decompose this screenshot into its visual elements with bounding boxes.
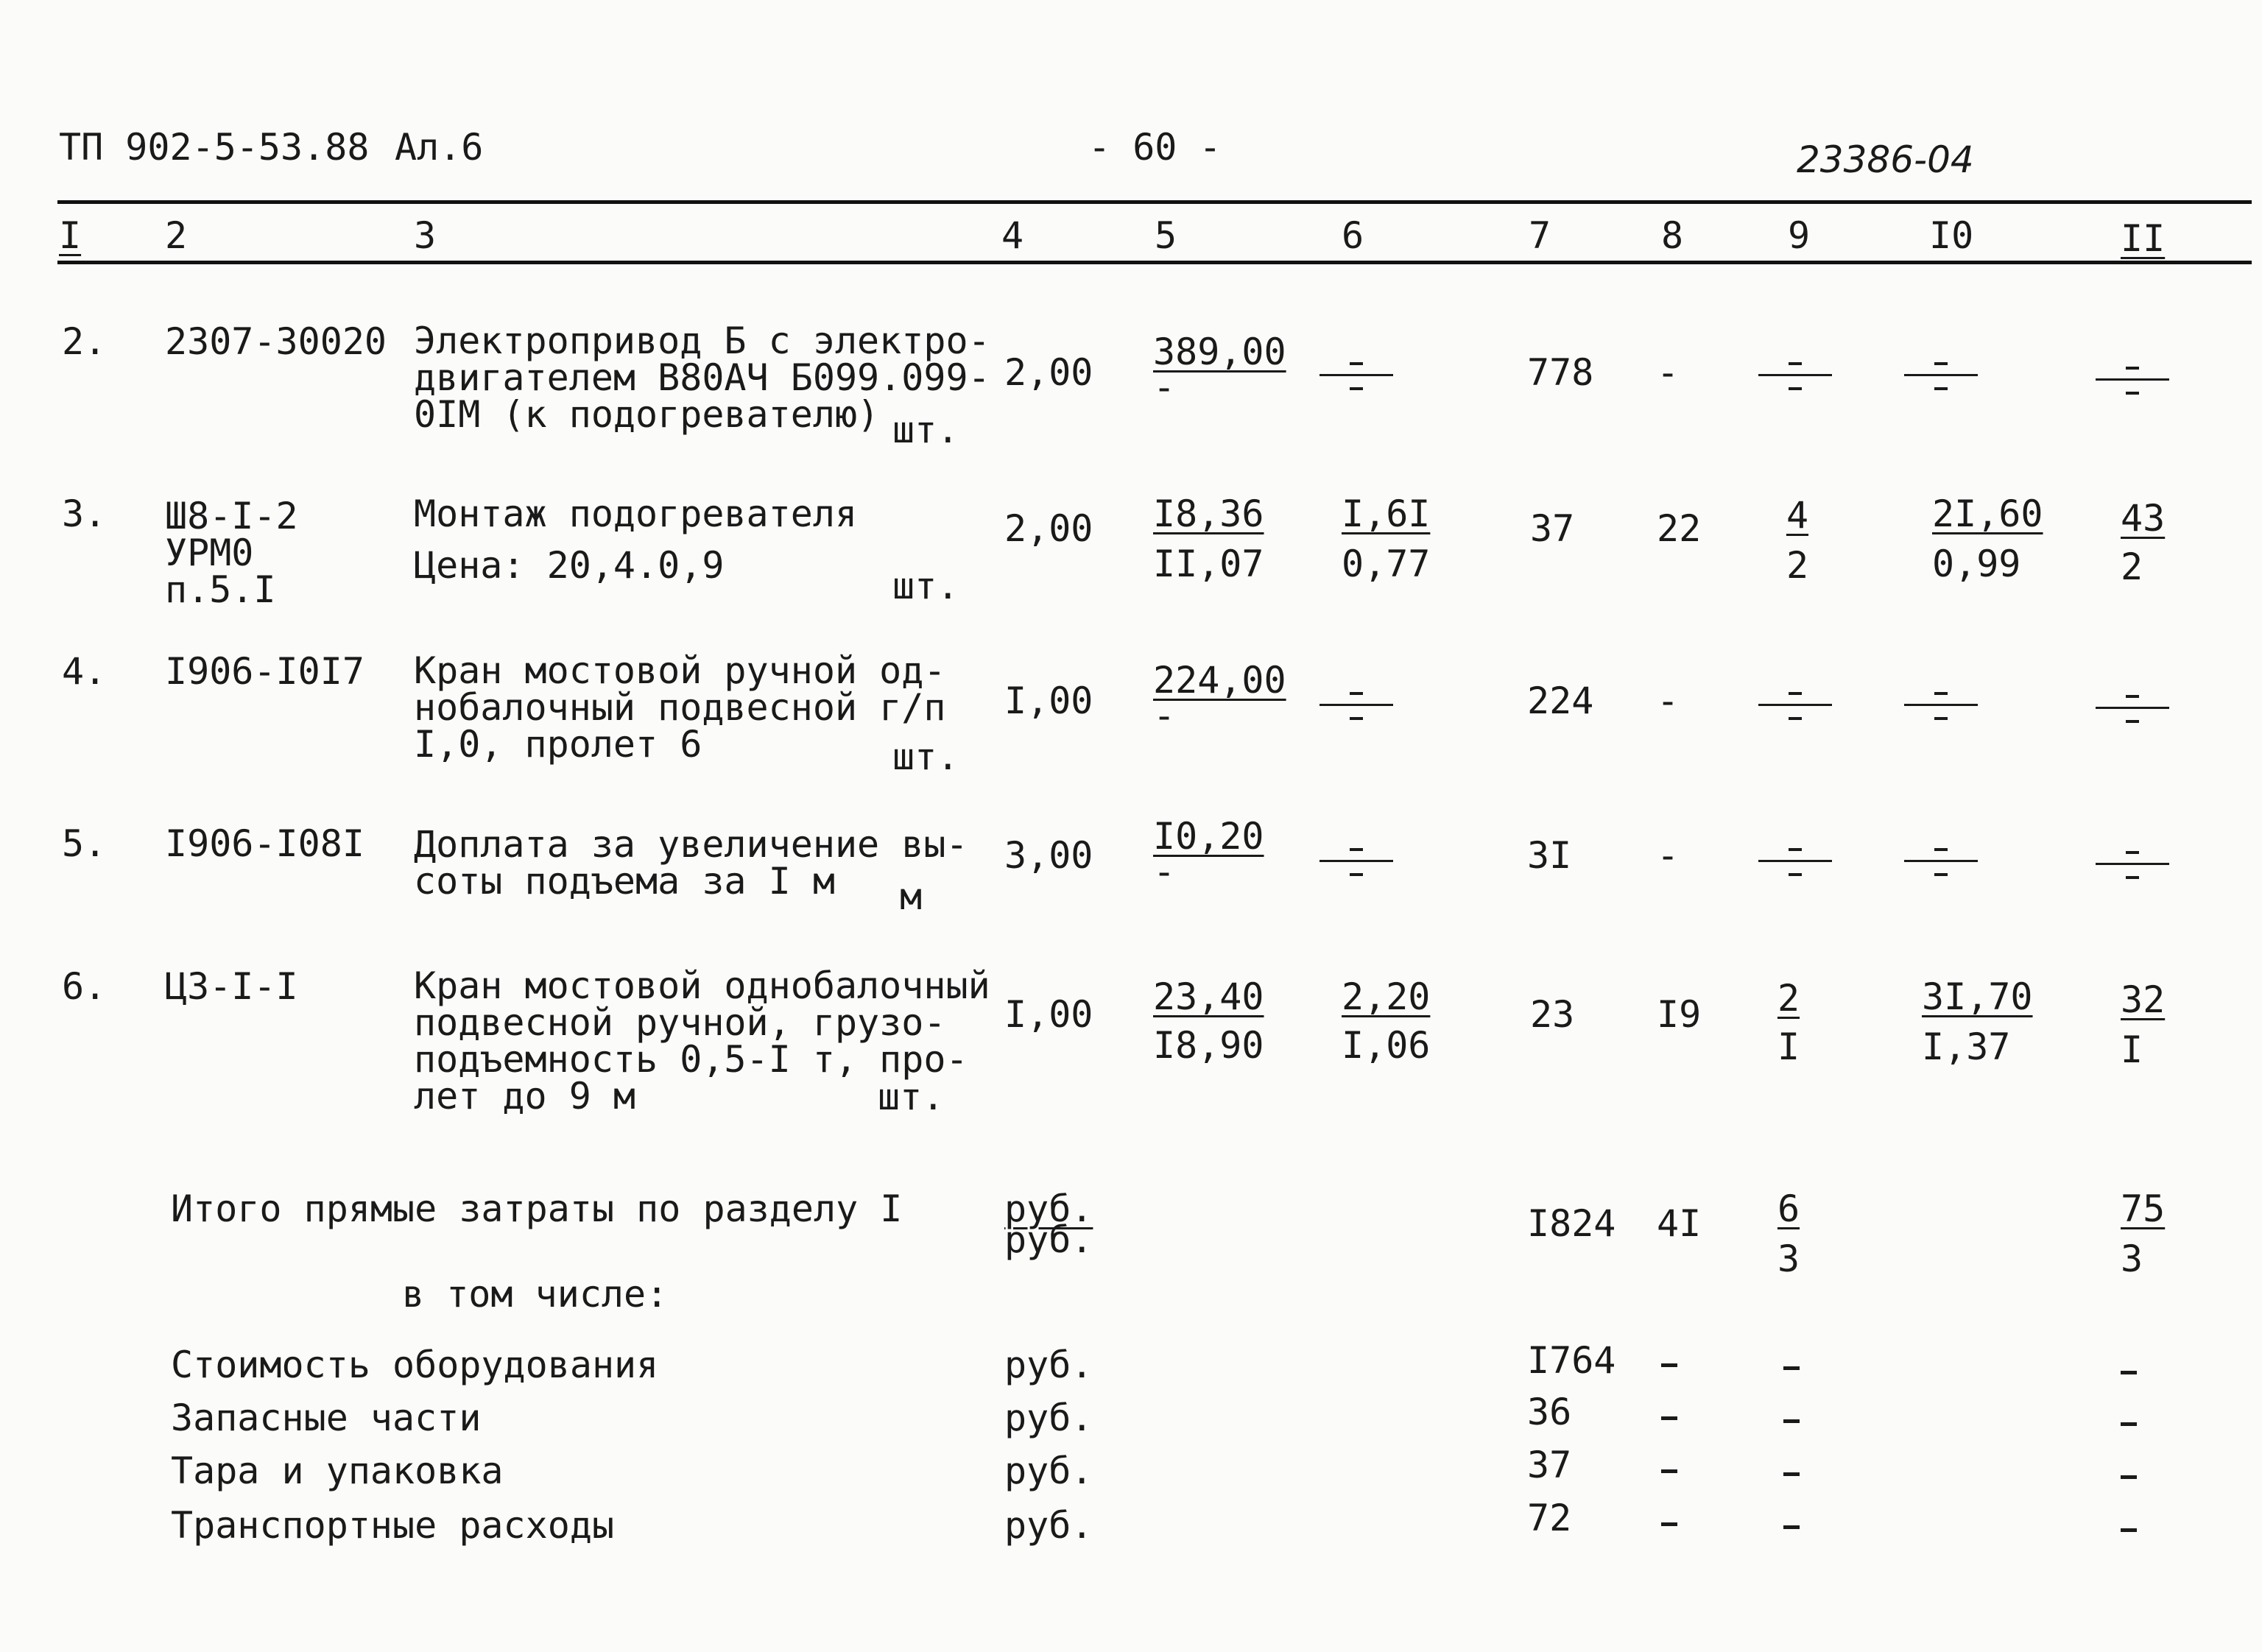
item-unit: шт.: [878, 1076, 945, 1118]
unit-price: I8,36: [1153, 493, 1264, 535]
total-cost: 3I: [1527, 834, 1572, 877]
total-labor: 75: [2121, 1187, 2166, 1230]
breakdown-label: Транспортные расходы: [171, 1504, 615, 1547]
page-number: - 60 -: [1088, 126, 1222, 169]
unit-price-labor: -: [1153, 366, 1176, 409]
wages: 22: [1657, 507, 1702, 550]
total-unit: руб.: [1004, 1187, 1093, 1230]
item-code: I906-I08I: [165, 822, 364, 865]
item-description: Электропривод Б с электро- двигателем В80АЧ Б099.099- 0IM (к подогревателю): [414, 320, 990, 436]
total-labor-bottom: 2: [2121, 546, 2143, 588]
empty-fraction: [1758, 835, 1832, 888]
breakdown-dash: [1661, 1469, 1677, 1473]
row-number: 5.: [62, 822, 107, 865]
row-number: 6.: [62, 965, 107, 1008]
total-col9-bottom: 3: [1777, 1238, 1800, 1280]
total-cost: 37: [1530, 507, 1575, 550]
item-quantity: 3,00: [1004, 834, 1093, 877]
breakdown-unit: руб.: [1004, 1504, 1093, 1547]
breakdown-cost: 37: [1527, 1444, 1572, 1486]
column-header: 8: [1661, 214, 1684, 257]
item-description: Доплата за увеличение вы- соты подъема за I м: [414, 823, 968, 903]
breakdown-dash: [2121, 1371, 2137, 1374]
total-labor: 43: [2121, 497, 2166, 540]
breakdown-dash: [1783, 1472, 1800, 1476]
col9-value-bottom: 2: [1786, 544, 1809, 587]
total-wages: 4I: [1657, 1202, 1702, 1245]
labor-cost: 2I,60: [1932, 493, 2043, 535]
unit-price-labor: -: [1153, 694, 1176, 737]
empty-fraction: [1320, 349, 1393, 402]
breakdown-label: Запасные части: [171, 1397, 482, 1439]
total-labor-bottom: 3: [2121, 1238, 2143, 1280]
item-price-note: Цена: 20,4.0,9: [414, 544, 725, 587]
total-cost: I824: [1527, 1202, 1616, 1245]
item-unit: м: [900, 875, 923, 918]
item-quantity: 2,00: [1004, 507, 1093, 550]
empty-fraction: [1904, 349, 1978, 402]
col9-value: 4: [1786, 494, 1809, 537]
item-description: Монтаж подогревателя: [414, 493, 858, 535]
empty-fraction: [2096, 838, 2169, 891]
total-cost: 23: [1530, 993, 1575, 1036]
operation-cost-labor: 0,77: [1342, 543, 1431, 585]
document-code: ТП 902-5-53.88: [59, 126, 370, 169]
item-quantity: I,00: [1004, 993, 1093, 1036]
empty-fraction: [1320, 835, 1393, 888]
column-header: 2: [165, 214, 188, 257]
item-code: Ш8-I-2 УРМ0 п.5.I: [165, 495, 298, 611]
item-code: 2307-30020: [165, 320, 387, 363]
item-code: I906-I0I7: [165, 650, 364, 693]
empty-fraction: [1758, 349, 1832, 402]
header-bottom-rule: [57, 261, 2252, 264]
total-labor-bottom: I: [2121, 1028, 2143, 1071]
breakdown-cost: 72: [1527, 1497, 1572, 1539]
labor-cost-bottom: I,37: [1922, 1026, 2011, 1068]
item-unit: шт.: [892, 565, 959, 607]
breakdown-dash: [2121, 1422, 2137, 1426]
total-label: Итого прямые затраты по разделу I: [171, 1187, 903, 1230]
empty-fraction: [1758, 679, 1832, 732]
item-quantity: 2,00: [1004, 351, 1093, 394]
breakdown-dash: [1783, 1419, 1800, 1423]
operation-cost: 2,20: [1342, 975, 1431, 1018]
wages: -: [1657, 834, 1680, 877]
column-header: 3: [414, 214, 437, 257]
wages: -: [1657, 679, 1680, 722]
item-code: Ц3-I-I: [165, 965, 298, 1008]
total-col9: 6: [1777, 1187, 1800, 1230]
row-number: 2.: [62, 320, 107, 363]
item-description: Кран мостовой ручной од- нобалочный подвесной г/п I,0, пролет 6: [414, 649, 946, 766]
breakdown-dash: [1783, 1525, 1800, 1529]
unit-price-labor: I8,90: [1153, 1024, 1264, 1067]
breakdown-dash: [1661, 1416, 1677, 1420]
unit-price: 389,00: [1153, 331, 1286, 373]
breakdown-label: Стоимость оборудования: [171, 1344, 659, 1386]
breakdown-dash: [2121, 1528, 2137, 1532]
unit-price-labor: II,07: [1153, 543, 1264, 585]
unit-price-labor: -: [1153, 850, 1176, 893]
row-number: 4.: [62, 650, 107, 693]
wages: -: [1657, 351, 1680, 394]
column-header: I0: [1929, 214, 1974, 257]
total-cost: 778: [1527, 351, 1594, 394]
column-header: 5: [1155, 214, 1177, 257]
album-number: Ал.6: [395, 126, 484, 169]
empty-fraction: [1904, 679, 1978, 732]
breakdown-unit: руб.: [1004, 1397, 1093, 1439]
breakdown-cost: I764: [1527, 1339, 1616, 1382]
unit-price: 23,40: [1153, 975, 1264, 1018]
handwritten-number: 23386-04: [1797, 138, 1974, 181]
item-quantity: I,00: [1004, 679, 1093, 722]
empty-fraction: [1904, 835, 1978, 888]
breakdown-label: Тара и упаковка: [171, 1450, 504, 1492]
empty-fraction: [1320, 679, 1393, 732]
column-header: 7: [1529, 214, 1551, 257]
item-unit: шт.: [892, 735, 959, 778]
breakdown-dash: [1661, 1363, 1677, 1367]
header-top-rule: [57, 200, 2252, 204]
breakdown-dash: [1783, 1366, 1800, 1370]
total-labor: 32: [2121, 978, 2166, 1021]
wages: I9: [1657, 993, 1702, 1036]
empty-fraction: [2096, 682, 2169, 735]
operation-cost: I,6I: [1342, 493, 1431, 535]
including-label: в том числе:: [402, 1273, 669, 1316]
empty-fraction: [2096, 353, 2169, 406]
breakdown-unit: руб.: [1004, 1344, 1093, 1386]
labor-cost: 3I,70: [1922, 975, 2033, 1018]
breakdown-unit: руб.: [1004, 1450, 1093, 1492]
column-header: I: [59, 214, 82, 257]
breakdown-dash: [1661, 1522, 1677, 1526]
breakdown-dash: [2121, 1475, 2137, 1479]
total-cost: 224: [1527, 679, 1594, 722]
total-unit-bottom: руб.: [1004, 1218, 1093, 1261]
col9-value: 2: [1777, 977, 1800, 1020]
col9-value-bottom: I: [1777, 1026, 1800, 1068]
unit-price: I0,20: [1153, 815, 1264, 858]
column-header: 6: [1342, 214, 1364, 257]
item-unit: шт.: [892, 409, 959, 451]
column-header: 9: [1788, 214, 1811, 257]
item-description: Кран мостовой однобалочный подвесной ручной, грузо- подъемность 0,5-I т, про- лет до 9 м: [414, 964, 990, 1118]
operation-cost-labor: I,06: [1342, 1024, 1431, 1067]
breakdown-cost: 36: [1527, 1391, 1572, 1433]
row-number: 3.: [62, 493, 107, 535]
labor-cost-bottom: 0,99: [1932, 543, 2021, 585]
column-header: II: [2121, 217, 2166, 260]
column-header: 4: [1001, 214, 1024, 257]
unit-price: 224,00: [1153, 659, 1286, 702]
